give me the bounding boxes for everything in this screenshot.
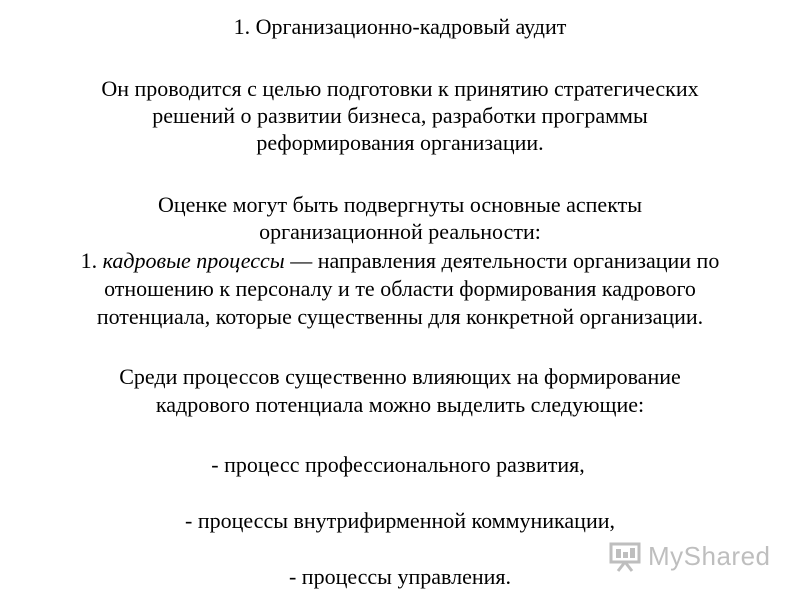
- list-item-definition: — направления деятельности организации по: [290, 248, 720, 273]
- list-item-1-line-3: потенциала, которые существенны для конкретной организации.: [96, 304, 704, 329]
- bullet-item-3: - процессы управления.: [288, 564, 512, 589]
- list-item-number: 1.: [80, 248, 98, 273]
- paragraph-2-line-1: Оценке могут быть подвергнуты основные аспекты: [158, 192, 642, 217]
- paragraph-1-line-2: решений о развитии бизнеса, разработки программы: [152, 103, 648, 128]
- paragraph-3-line-1: Среди процессов существенно влияющих на формирование: [119, 364, 681, 389]
- watermark-text: MyShared: [648, 540, 771, 571]
- paragraph-1-line-3: реформирования организации.: [256, 130, 544, 155]
- bullet-item-1: - процесс профессионального развития,: [211, 452, 585, 477]
- watermark-logo: [608, 536, 778, 576]
- paragraph-3-line-2: кадрового потенциала можно выделить следующие:: [155, 392, 645, 417]
- paragraph-2-line-2: организационной реальности:: [259, 219, 541, 244]
- list-item-term: кадровые процессы: [102, 248, 285, 273]
- presentation-icon: [608, 539, 642, 573]
- bullet-item-2: - процессы внутрифирменной коммуникации,: [185, 508, 615, 533]
- list-item-1-line-2: отношению к персоналу и те области формирования кадрового: [104, 276, 696, 301]
- paragraph-1-line-1: Он проводится с целью подготовки к принятию стратегических: [101, 76, 699, 101]
- slide-heading: 1. Организационно-кадровый аудит: [233, 14, 567, 39]
- list-item-1-line-1: [0, 248, 800, 274]
